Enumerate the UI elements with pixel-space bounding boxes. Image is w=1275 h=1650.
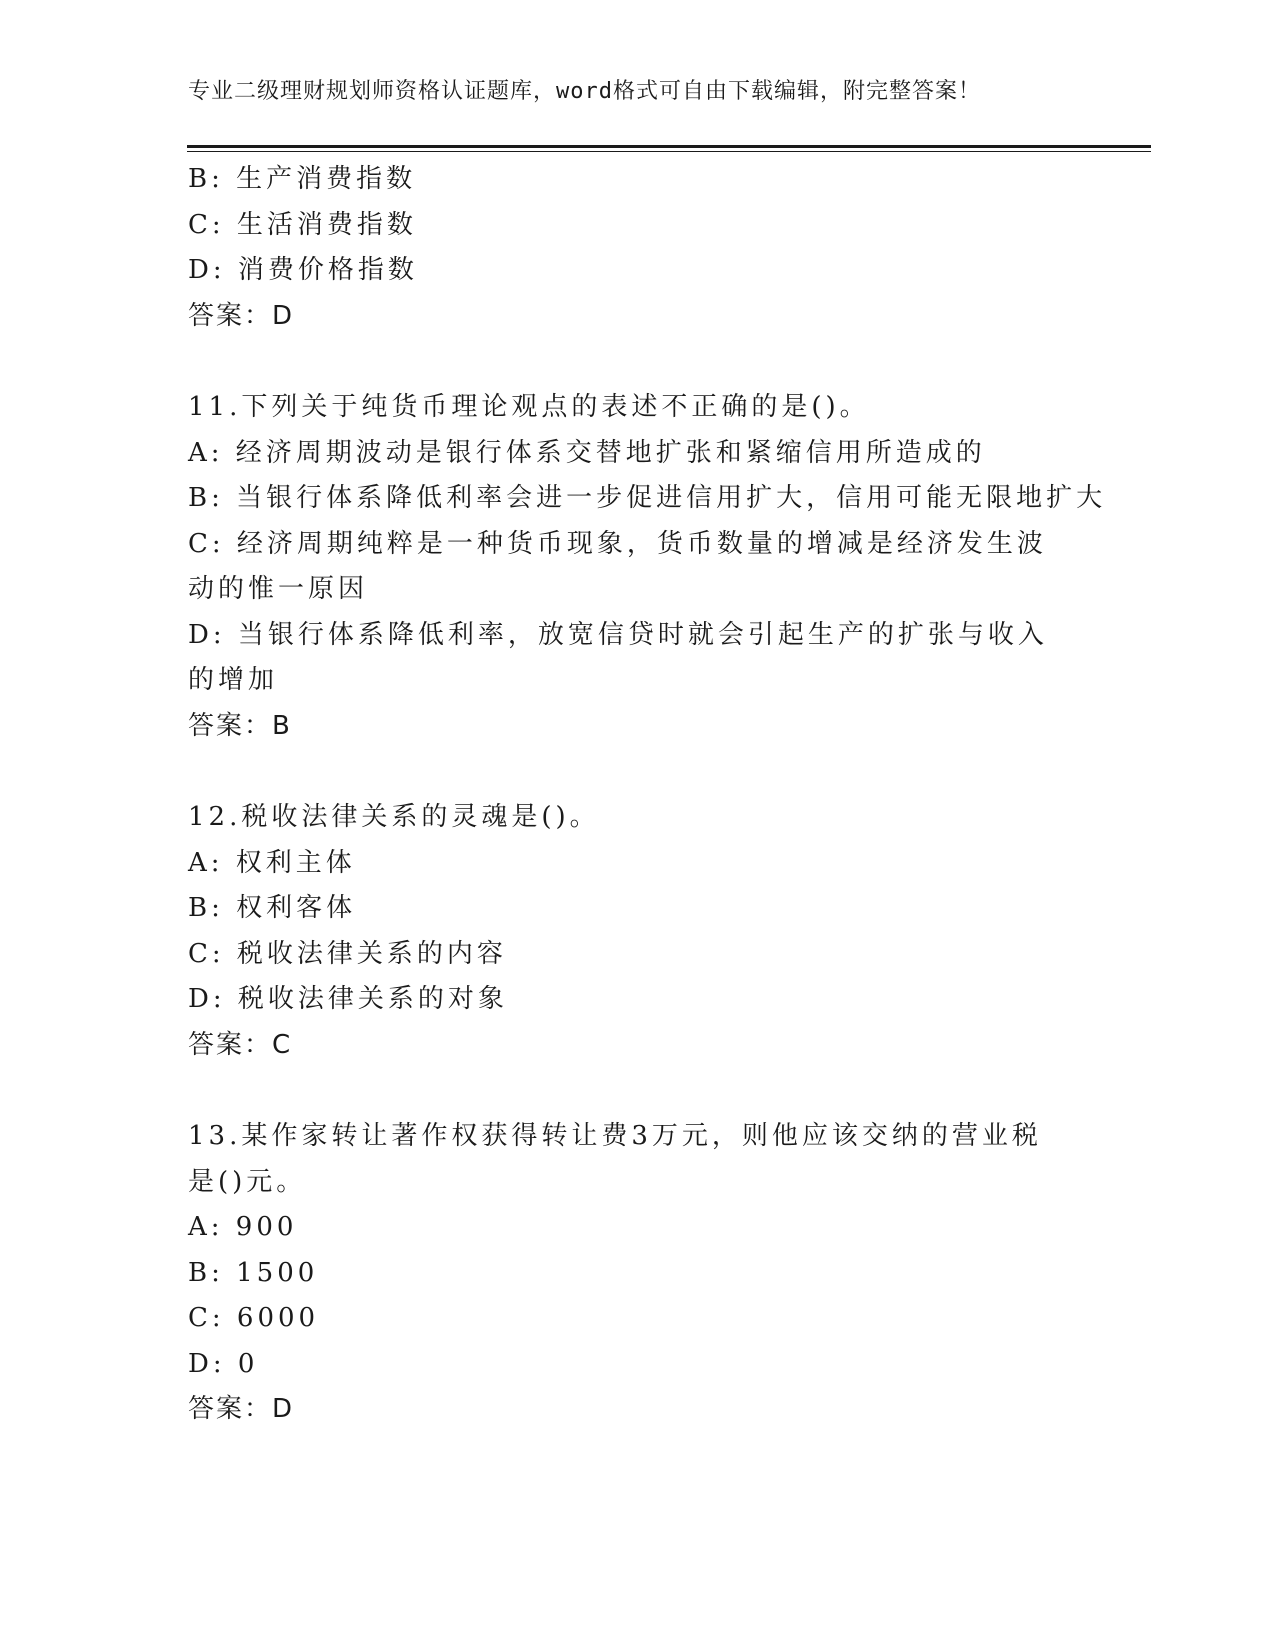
answer: 答案：B	[188, 710, 292, 741]
header-rule-thin	[187, 151, 1151, 152]
page-header: 专业二级理财规划师资格认证题库，word格式可自由下载编辑，附完整答案！	[188, 79, 981, 104]
option-c: C: 生活消费指数	[188, 209, 417, 240]
option-d: D: 0	[188, 1348, 259, 1379]
option-c: C: 税收法律关系的内容	[188, 938, 507, 969]
header-rule-thick	[187, 145, 1151, 148]
answer: 答案：C	[188, 1029, 293, 1060]
question-list	[188, 157, 1107, 1433]
option-a: A: 经济周期波动是银行体系交替地扩张和紧缩信用所造成的	[188, 437, 986, 468]
question-block	[188, 385, 1107, 749]
option-c: C: 6000	[188, 1303, 320, 1333]
option-b: B: 权利客体	[188, 893, 357, 923]
question-block	[188, 1114, 1088, 1433]
option-b: B: 1500	[188, 1257, 319, 1288]
question-block	[188, 157, 1088, 339]
question-text: 12.税收法律关系的灵魂是()。	[188, 802, 600, 832]
option-d: D: 当银行体系降低利率，放宽信贷时就会引起生产的扩张与收入的增加	[188, 619, 1048, 695]
question-block	[188, 795, 1088, 1068]
option-d: D: 税收法律关系的对象	[188, 984, 508, 1014]
question-text: 13.某作家转让著作权获得转让费3万元，则他应该交纳的营业税是()元。	[188, 1121, 1042, 1197]
option-b: B: 当银行体系降低利率会进一步促进信用扩大，信用可能无限地扩大	[188, 483, 1107, 513]
option-a: A: 权利主体	[188, 847, 356, 878]
option-a: A: 900	[188, 1212, 298, 1242]
option-d: D: 消费价格指数	[188, 255, 418, 285]
option-b: B: 生产消费指数	[188, 164, 417, 194]
option-c: C: 经济周期纯粹是一种货币现象，货币数量的增减是经济发生波动的惟一原因	[188, 528, 1047, 604]
answer: 答案：D	[188, 1394, 295, 1424]
answer: 答案：D	[188, 300, 295, 331]
question-text: 11.下列关于纯货币理论观点的表述不正确的是()。	[188, 392, 870, 422]
